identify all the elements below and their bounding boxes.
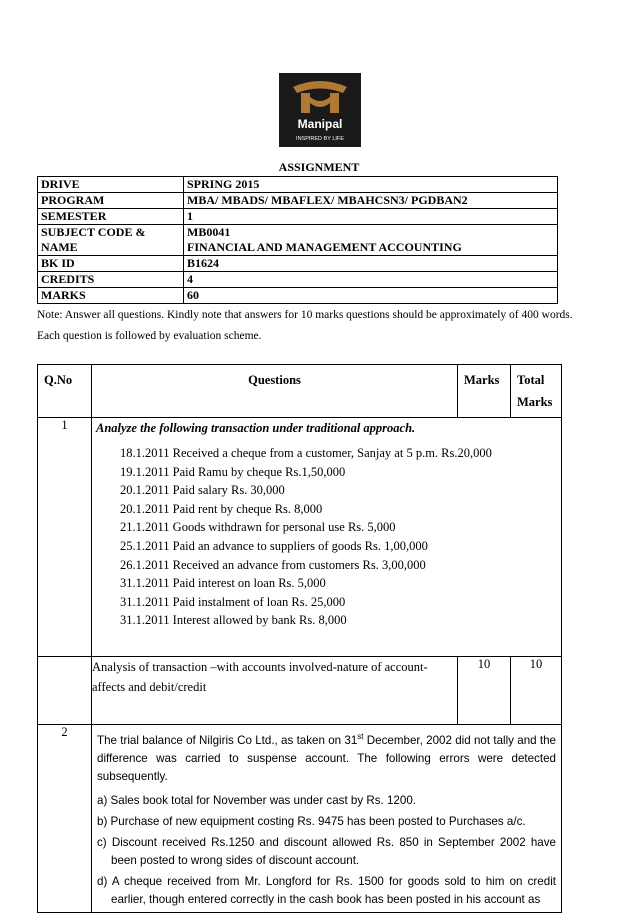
evaluation-scheme: Analysis of transaction –with accounts involved-nature of account-affects and debit/credit (92, 656, 458, 724)
list-item: a) Sales book total for November was under cast by Rs. 1200. (97, 793, 416, 807)
list-item: 26.1.2011 Received an advance from customers Rs. 3,00,000 (120, 557, 426, 572)
info-value: 60 (184, 288, 558, 304)
list-item: 18.1.2011 Received a cheque from a customer, Sanjay at 5 p.m. Rs.20,000 (120, 446, 492, 460)
info-row-credits (38, 272, 558, 288)
instructions-note: Note: Answer all questions. Kindly note that answers for 10 marks questions should be approximately of 400 words. Each question is followed by evaluation scheme. (37, 309, 573, 342)
info-value: 1 (184, 209, 558, 225)
evaluation-total-marks: 10 (511, 656, 562, 724)
info-key: MARKS (38, 288, 184, 304)
info-row-drive (38, 177, 558, 193)
info-row-program (38, 193, 558, 209)
logo-brand-text: Manipal (297, 117, 343, 131)
manipal-logo (279, 73, 361, 147)
question-number: 1 (38, 418, 92, 657)
header-marks: Marks (458, 365, 511, 418)
info-key: PROGRAM (38, 193, 184, 209)
evaluation-blank (38, 656, 92, 724)
info-value: MBA/ MBADS/ MBAFLEX/ MBAHCSN3/ PGDBAN2 (184, 193, 558, 209)
list-item: b) Purchase of new equipment costing Rs. 9475 has been posted to Purchases a/c. (97, 814, 526, 828)
list-item: 20.1.2011 Paid salary Rs. 30,000 (120, 483, 285, 498)
info-value: SPRING 2015 (184, 177, 558, 193)
info-key-line2: NAME (41, 240, 78, 254)
info-key: CREDITS (38, 272, 184, 288)
list-item: 21.1.2011 Goods withdrawn for personal use Rs. 5,000 (120, 520, 396, 535)
header-questions: Questions (92, 365, 458, 418)
list-item: 25.1.2011 Paid an advance to suppliers of goods Rs. 1,00,000 (120, 538, 428, 553)
info-row-subject (38, 225, 558, 256)
list-item: 31.1.2011 Paid interest on loan Rs. 5,000 (120, 576, 326, 591)
list-item: 31.1.2011 Interest allowed by bank Rs. 8,000 (120, 613, 347, 628)
question-body (92, 418, 562, 657)
error-list (97, 792, 556, 909)
info-row-semester (38, 209, 558, 225)
assignment-title: ASSIGNMENT (278, 160, 360, 174)
transaction-list (92, 444, 561, 630)
info-key (38, 225, 184, 256)
question-number: 2 (38, 724, 92, 912)
list-item: d) A cheque received from Mr. Longford for Rs. 1500 for goods sold to him on credit earlier, though entered correctly in the cash book has been posted in his account as (97, 874, 556, 906)
info-value: 4 (184, 272, 558, 288)
header-total-marks: Total Marks (511, 365, 562, 418)
info-value: B1624 (184, 256, 558, 272)
subject-name: FINANCIAL AND MANAGEMENT ACCOUNTING (187, 240, 462, 254)
subject-code: MB0041 (187, 225, 231, 239)
logo-tagline-text: INSPIRED BY LIFE (296, 136, 344, 142)
info-key: DRIVE (38, 177, 184, 193)
question-row (38, 418, 562, 657)
list-item: 19.1.2011 Paid Ramu by cheque Rs.1,50,000 (120, 464, 346, 479)
list-item: c) Discount received Rs.1250 and discount allowed Rs. 850 in September 2002 have been posted to wrong sides of discount account. (97, 835, 556, 867)
info-row-bkid (38, 256, 558, 272)
evaluation-row (38, 656, 562, 724)
evaluation-marks: 10 (458, 656, 511, 724)
info-key: BK ID (38, 256, 184, 272)
header-qno: Q.No (38, 365, 92, 418)
question-body (92, 724, 562, 912)
info-row-marks (38, 288, 558, 304)
questions-header-row (38, 365, 562, 418)
list-item: 31.1.2011 Paid instalment of loan Rs. 25,000 (120, 594, 346, 609)
question-row (38, 724, 562, 912)
info-key-line1: SUBJECT CODE & (41, 225, 146, 239)
assignment-info-table (37, 176, 558, 304)
question-intro: The trial balance of Nilgiris Co Ltd., as taken on 31st December, 2002 did not tally and the difference was carried to suspense account. The following errors were detected subsequently. a) Sales book total for November was under cast by Rs. 1200. b) Purchase of new equipment costing Rs. 9475 has been posted to Purchases a/c. c) Discount received Rs.1250 and discount allowed Rs. 850 in September 2002 have been posted to wrong sides of discount account. d) A cheque received from Mr. Longford for Rs. 1500 for goods sold to him on credit earlier, though entered correctly in the cash book has been posted in his account as (92, 725, 561, 909)
question-title: Analyze the following transaction under traditional approach. (96, 421, 416, 435)
info-key: SEMESTER (38, 209, 184, 225)
info-value (184, 225, 558, 256)
manipal-logo-mark (279, 73, 361, 147)
questions-table (37, 364, 562, 913)
list-item: 20.1.2011 Paid rent by cheque Rs. 8,000 (120, 501, 323, 516)
